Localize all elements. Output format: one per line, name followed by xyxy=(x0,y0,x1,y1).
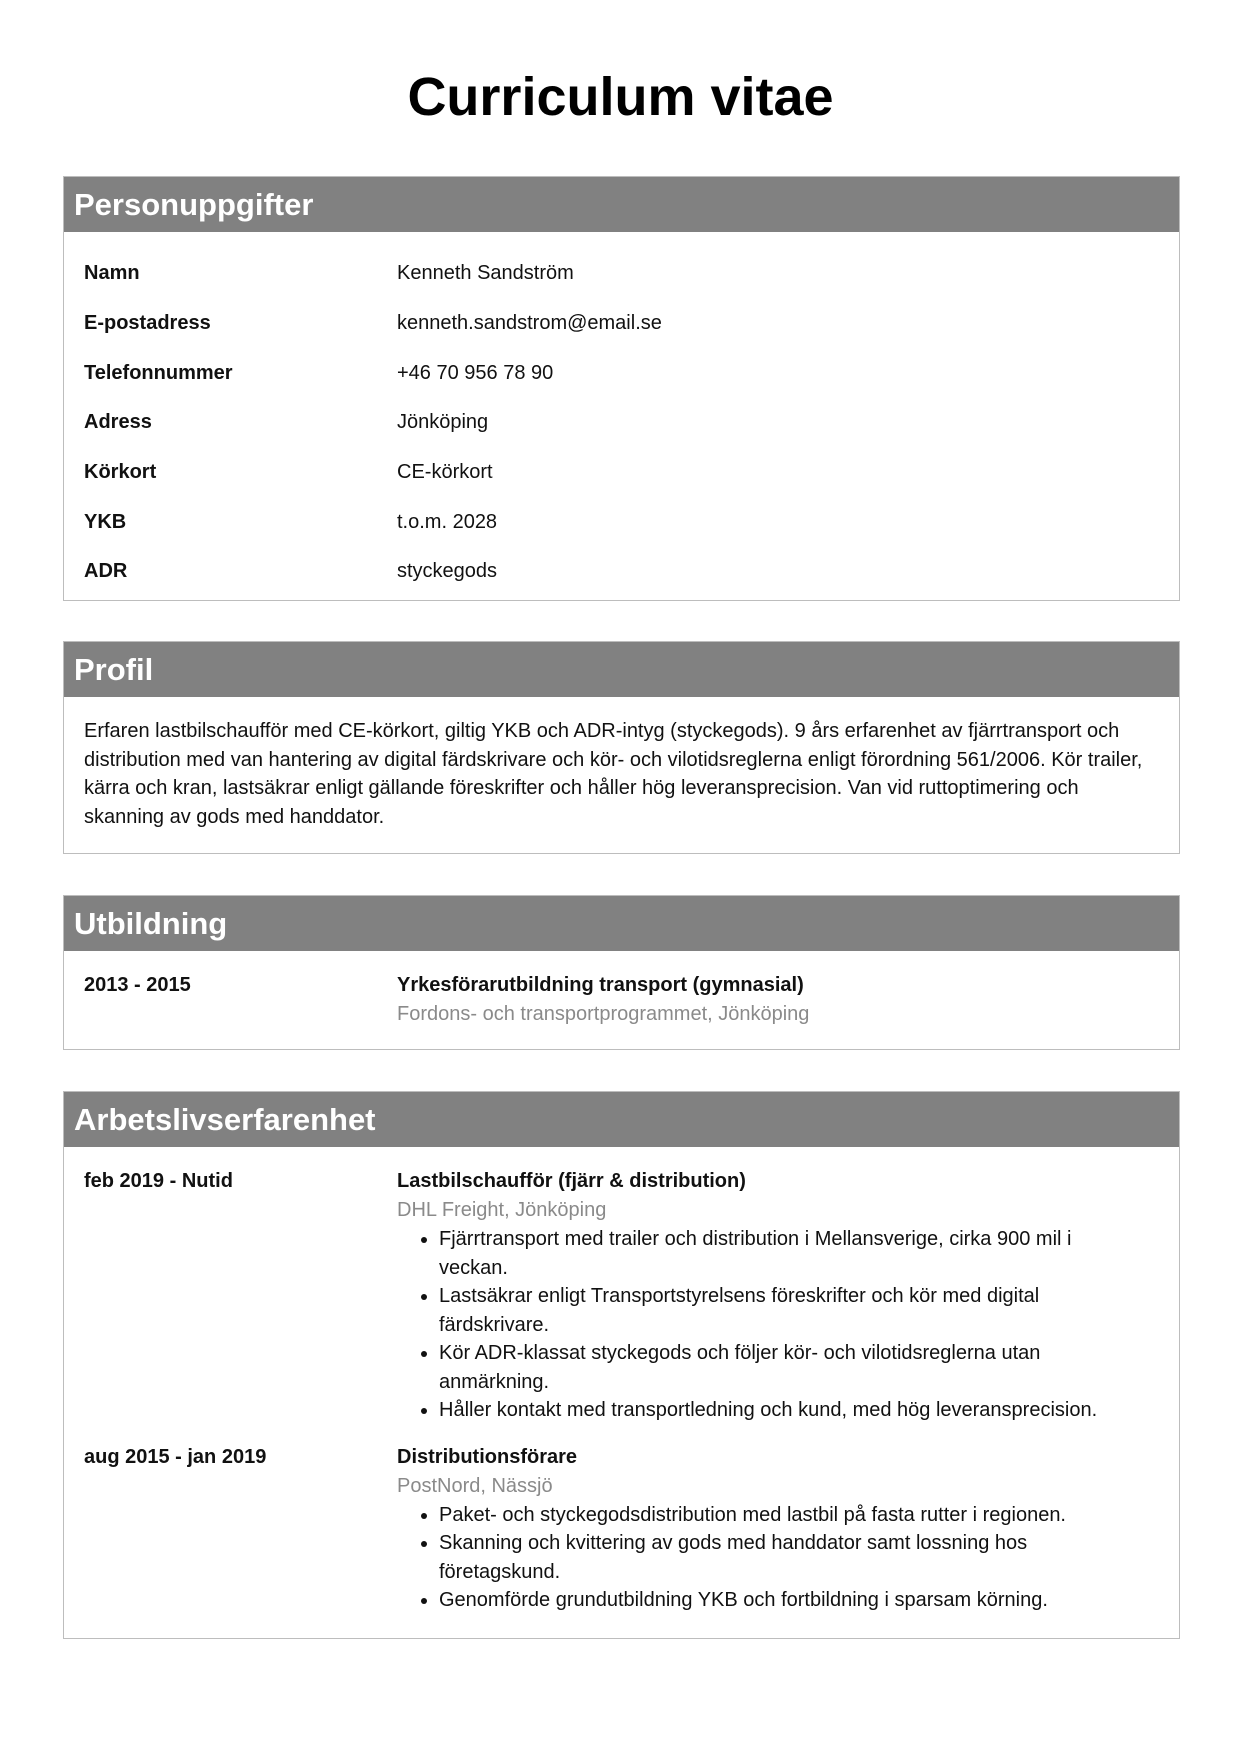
document-title: Curriculum vitae xyxy=(407,67,834,127)
bullet-item: • Håller kontakt med transportledning och kund, med hög leveransprecision. xyxy=(439,1396,1139,1425)
personal-row-adr xyxy=(64,547,1179,597)
entry-date: aug 2015 - jan 2019 xyxy=(84,1445,267,1468)
entry-body xyxy=(397,1167,1179,1425)
bullet-item: • Skanning och kvittering av gods med handdator samt lossning hos företagskund. xyxy=(439,1529,1139,1586)
field-label: Namn xyxy=(84,262,140,285)
field-value: kenneth.sandstrom@email.se xyxy=(397,312,662,335)
bullet-item: • Lastsäkrar enligt Transportstyrelsens föreskrifter och kör med digital färdskrivare. xyxy=(439,1282,1139,1339)
section-heading: Arbetslivserfarenhet xyxy=(64,1092,1179,1147)
work-entry xyxy=(64,1147,1179,1425)
field-value: +46 70 956 78 90 xyxy=(397,361,554,384)
personal-row-name xyxy=(64,249,1179,299)
education-entry xyxy=(64,951,1179,1029)
bullet-list xyxy=(397,1501,1139,1615)
personal-info-section xyxy=(63,176,1180,601)
entry-title: Lastbilschaufför (fjärr & distribution) xyxy=(397,1170,746,1192)
entry-date: 2013 - 2015 xyxy=(84,974,191,996)
bullet-item: • Kör ADR-klassat styckegods och följer kör- och vilotidsreglerna utan anmärkning. xyxy=(439,1339,1139,1396)
entry-subtitle: DHL Freight, Jönköping xyxy=(397,1199,607,1221)
personal-info-list xyxy=(64,232,1179,597)
field-label: E-postadress xyxy=(84,312,211,335)
section-heading: Personuppgifter xyxy=(64,177,1179,232)
field-value: Jönköping xyxy=(397,411,489,434)
bullet-item: • Genomförde grundutbildning YKB och fortbildning i sparsam körning. xyxy=(439,1586,1139,1615)
section-heading: Profil xyxy=(64,642,1179,697)
field-value: CE-körkort xyxy=(397,461,493,484)
entry-body xyxy=(397,971,1179,1029)
personal-row-license xyxy=(64,448,1179,498)
field-label: Adress xyxy=(84,411,152,434)
entry-body xyxy=(397,1443,1179,1615)
personal-row-ykb xyxy=(64,497,1179,547)
entry-subtitle: Fordons- och transportprogrammet, Jönköping xyxy=(397,1003,810,1025)
field-label: YKB xyxy=(84,510,127,533)
bullet-item: • Fjärrtransport med trailer och distribution i Mellansverige, cirka 900 mil i veckan. xyxy=(439,1225,1139,1282)
field-label: Körkort xyxy=(84,461,157,484)
profile-text: Erfaren lastbilschaufför med CE-körkort, giltig YKB och ADR-intyg (styckegods). 9 års erfarenhet av fjärrtransport och distribution med van hantering av digital färdskrivare och kör- och vilotidsreglerna enligt förordning 561/2006. Kör trailer, kärra och kran, lastsäkrar enligt gällande föreskrifter och håller hög leveransprecision. Van vid ruttoptimering och skanning av gods med handdator. xyxy=(84,720,1143,828)
field-label: Telefonnummer xyxy=(84,361,233,384)
entry-title: Yrkesförarutbildning transport (gymnasial) xyxy=(397,974,804,996)
education-section xyxy=(63,895,1180,1050)
bullet-item: • Paket- och styckegodsdistribution med lastbil på fasta rutter i regionen. xyxy=(439,1501,1139,1530)
personal-row-email xyxy=(64,299,1179,349)
personal-row-phone xyxy=(64,348,1179,398)
field-value: t.o.m. 2028 xyxy=(397,510,498,533)
field-value: styckegods xyxy=(397,560,498,583)
profile-section xyxy=(63,641,1180,854)
field-value: Kenneth Sandström xyxy=(397,262,574,285)
field-label: ADR xyxy=(84,560,128,583)
entry-title: Distributionsförare xyxy=(397,1445,578,1468)
entry-date: feb 2019 - Nutid xyxy=(84,1170,233,1192)
personal-row-address xyxy=(64,398,1179,448)
section-heading: Utbildning xyxy=(64,896,1179,951)
bullet-list xyxy=(397,1225,1139,1425)
entry-subtitle: PostNord, Nässjö xyxy=(397,1474,553,1497)
work-entry xyxy=(64,1425,1179,1615)
work-experience-section xyxy=(63,1091,1180,1639)
